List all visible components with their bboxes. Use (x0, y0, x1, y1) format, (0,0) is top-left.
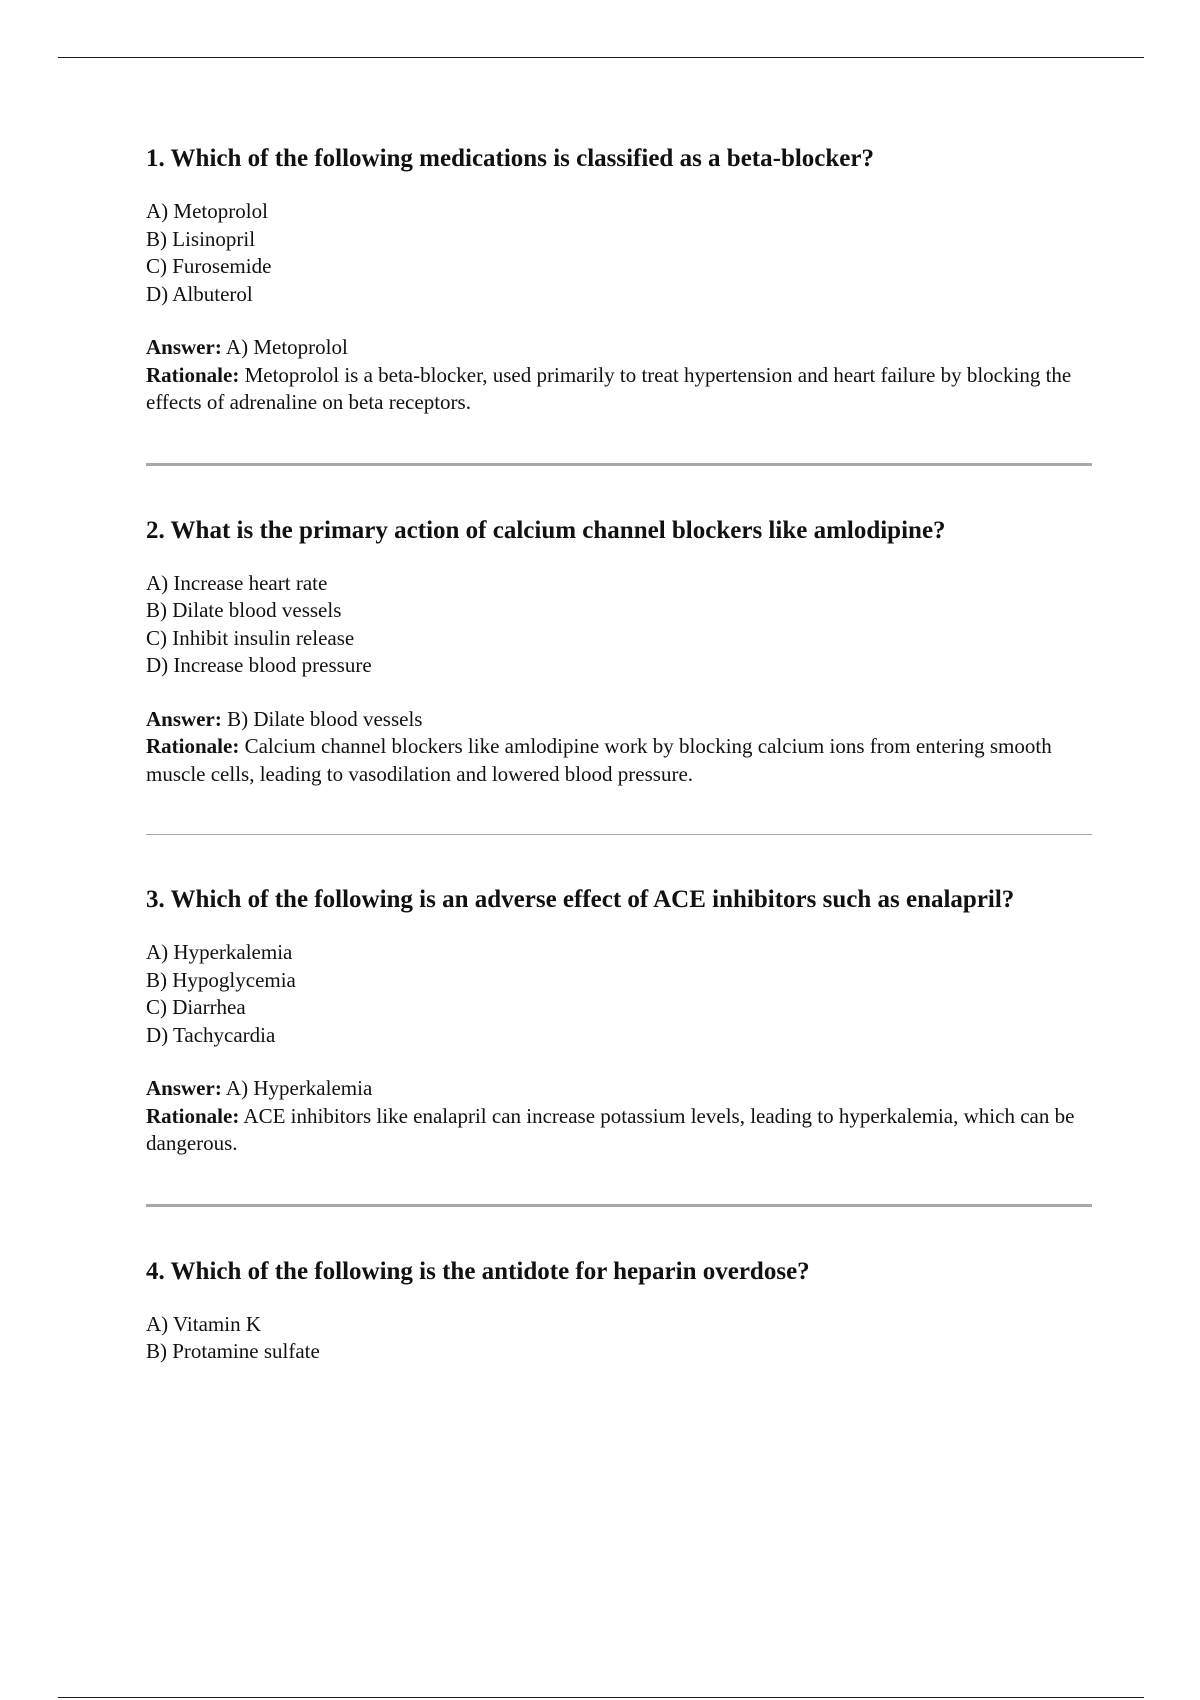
quiz-content (146, 142, 1092, 1392)
section-divider (146, 1204, 1092, 1207)
option-item: A) Hyperkalemia (146, 940, 293, 964)
question-2 (146, 514, 1092, 789)
rationale-label: Rationale: (146, 362, 240, 387)
answer-label: Answer: (146, 335, 222, 359)
answer-label: Answer: (146, 1076, 222, 1100)
option-item: D) Albuterol (146, 281, 253, 306)
answer-line (146, 1075, 1092, 1103)
rationale-line (146, 733, 1092, 788)
rationale-text: ACE inhibitors like enalapril can increase potassium levels, leading to hyperkalemia, which can be dangerous. (146, 1103, 1075, 1155)
rationale-label: Rationale: (146, 1103, 240, 1128)
question-4 (146, 1255, 1092, 1366)
answer-text: A) Hyperkalemia (225, 1076, 373, 1100)
answer-block (146, 1075, 1092, 1158)
question-title: 2. What is the primary action of calcium channel blockers like amlodipine? (146, 516, 946, 544)
rationale-line (146, 1103, 1092, 1158)
question-title: 1. Which of the following medications is classified as a beta-blocker? (146, 145, 875, 172)
option-item: B) Lisinopril (146, 226, 256, 251)
option-item: D) Increase blood pressure (146, 653, 372, 677)
question-3 (146, 883, 1092, 1158)
answer-text: B) Dilate blood vessels (227, 706, 423, 731)
option-item: C) Inhibit insulin release (146, 625, 355, 650)
rationale-text: Calcium channel blockers like amlodipine work by blocking calcium ions from entering smooth muscle cells, leading to vasodilation and lowered blood pressure. (146, 734, 1052, 786)
section-divider (146, 463, 1092, 466)
question-title: 4. Which of the following is the antidote for heparin overdose? (146, 1257, 810, 1285)
option-item: A) Increase heart rate (146, 570, 328, 595)
option-item: B) Hypoglycemia (146, 967, 296, 992)
question-1 (146, 142, 1092, 417)
option-list (146, 198, 1092, 308)
answer-block (146, 334, 1092, 417)
option-item: A) Vitamin K (146, 1311, 262, 1336)
answer-line (146, 706, 1092, 734)
answer-block (146, 706, 1092, 789)
page-top-rule (58, 57, 1144, 58)
answer-text: A) Metoprolol (225, 335, 348, 359)
option-item: C) Furosemide (146, 254, 272, 278)
section-divider (146, 834, 1092, 835)
option-item: D) Tachycardia (146, 1022, 276, 1047)
rationale-label: Rationale: (146, 734, 240, 758)
answer-line (146, 334, 1092, 362)
page-bottom-rule (58, 1697, 1144, 1698)
option-item: B) Protamine sulfate (146, 1339, 320, 1363)
rationale-line (146, 362, 1092, 417)
answer-label: Answer: (146, 706, 222, 731)
option-item: A) Metoprolol (146, 199, 268, 223)
rationale-text: Metoprolol is a beta-blocker, used primarily to treat hypertension and heart failure by blocking the effects of adrenaline on beta receptors. (146, 362, 1072, 414)
option-item: C) Diarrhea (146, 995, 246, 1019)
option-list (146, 570, 1092, 680)
question-title: 3. Which of the following is an adverse effect of ACE inhibitors such as enalapril? (146, 886, 1015, 913)
option-list (146, 939, 1092, 1049)
option-list (146, 1311, 1092, 1366)
option-item: B) Dilate blood vessels (146, 598, 342, 622)
